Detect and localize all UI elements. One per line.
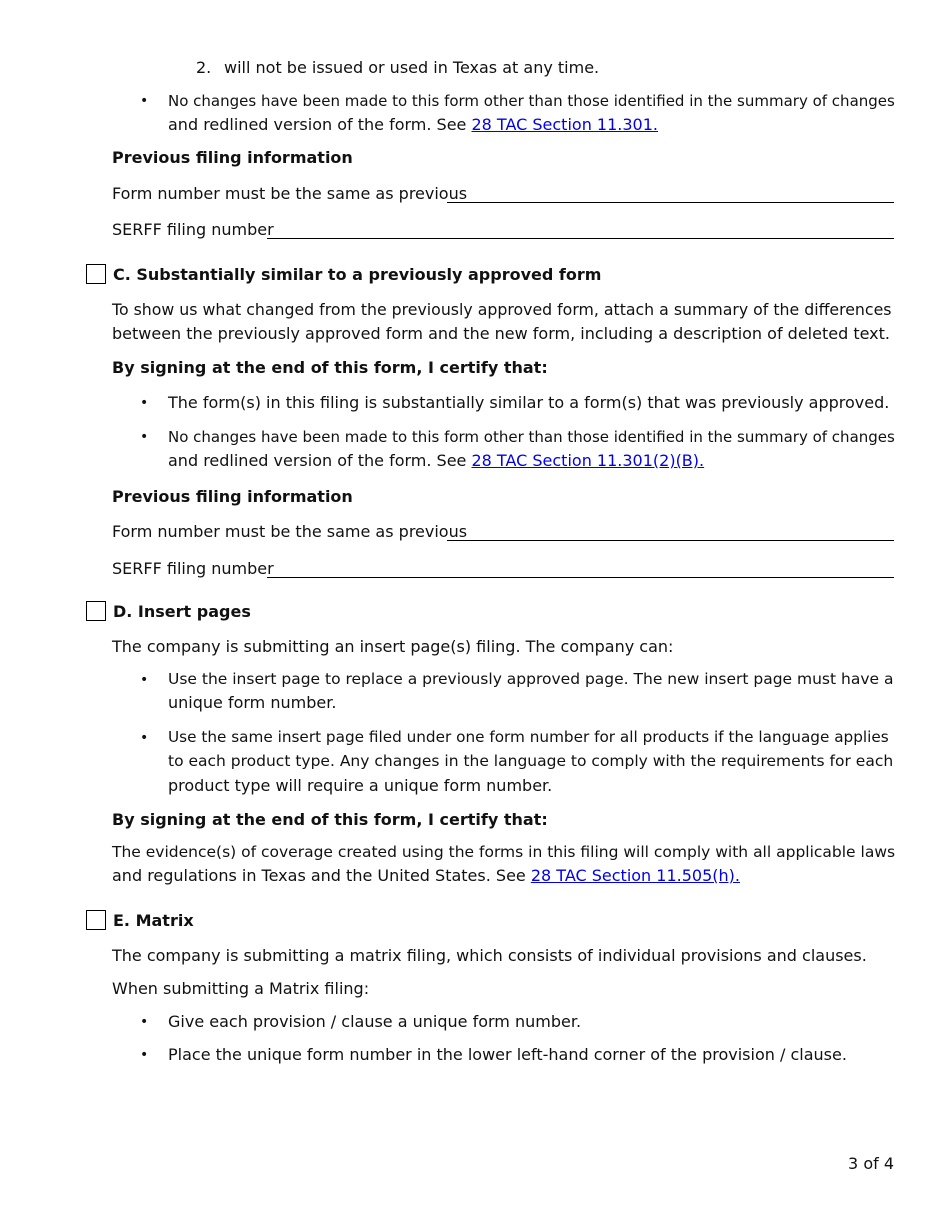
bullet-glyph: • [140, 395, 149, 411]
bullet-text: No changes have been made to this form other than those identified in the summary of changes [168, 428, 895, 446]
bullet-glyph: • [140, 672, 149, 688]
tac-11-301-2b-link[interactable]: 28 TAC Section 11.301(2)(B). [471, 451, 705, 470]
bullet-text: No changes have been made to this form other than those identified in the summary of changes [168, 92, 895, 110]
bullet-text: Use the insert page to replace a previously approved page. The new insert page must have a [168, 670, 894, 688]
bullet-glyph: • [140, 730, 149, 746]
bullet-glyph: • [140, 1047, 149, 1063]
form-number-field[interactable] [447, 540, 894, 541]
serff-filing-number-field[interactable] [267, 577, 894, 578]
bullet-glyph: • [140, 93, 149, 109]
bullet-text: product type will require a unique form number. [168, 776, 553, 795]
certify-heading: By signing at the end of this form, I certify that: [112, 358, 548, 377]
section-e-when: When submitting a Matrix filing: [112, 979, 370, 998]
certify-heading: By signing at the end of this form, I certify that: [112, 810, 548, 829]
numbered-item-text: will not be issued or used in Texas at any time. [224, 58, 600, 77]
list-number: 2. [196, 58, 212, 77]
section-e-intro: The company is submitting a matrix filing, which consists of individual provisions and clauses. [112, 946, 867, 965]
section-c-title: C. Substantially similar to a previously approved form [113, 265, 602, 284]
bullet-glyph: • [140, 429, 149, 445]
section-d-checkbox[interactable] [86, 601, 106, 621]
section-c-checkbox[interactable] [86, 264, 106, 284]
bullet-glyph: • [140, 1014, 149, 1030]
serff-filing-number-field[interactable] [267, 238, 894, 239]
bullet-text: Give each provision / clause a unique form number. [168, 1012, 582, 1031]
tac-11-505h-link[interactable]: 28 TAC Section 11.505(h). [530, 866, 740, 885]
bullet-text: The form(s) in this filing is substantially similar to a form(s) that was previously approved. [168, 393, 890, 412]
evidence-text-line [112, 864, 740, 888]
bullet-text: Place the unique form number in the lower left-hand corner of the provision / clause. [168, 1045, 847, 1064]
evidence-text: The evidence(s) of coverage created using the forms in this filing will comply with all applicable laws [112, 843, 896, 861]
section-d-title: D. Insert pages [113, 602, 251, 621]
previous-filing-heading: Previous filing information [112, 148, 353, 167]
form-number-label: Form number must be the same as previous [112, 184, 468, 203]
serff-label: SERFF filing number [112, 559, 274, 578]
evidence-text: and regulations in Texas and the United States. See [112, 866, 526, 885]
bullet-text: to each product type. Any changes in the language to comply with the requirements for each [168, 752, 894, 770]
bullet-text-line [168, 449, 704, 473]
section-c-description: To show us what changed from the previously approved form, attach a summary of the differences [112, 300, 892, 319]
tac-11-301-link[interactable]: 28 TAC Section 11.301. [471, 115, 658, 134]
bullet-text: unique form number. [168, 693, 337, 712]
bullet-text-line [168, 113, 658, 137]
section-e-checkbox[interactable] [86, 910, 106, 930]
bullet-text: and redlined version of the form. See [168, 451, 467, 470]
form-number-label: Form number must be the same as previous [112, 522, 468, 541]
bullet-text: Use the same insert page filed under one form number for all products if the language applies [168, 728, 889, 746]
form-number-field[interactable] [447, 202, 894, 203]
section-c-description: between the previously approved form and the new form, including a description of deleted text. [112, 324, 890, 343]
bullet-text: and redlined version of the form. See [168, 115, 467, 134]
page-number: 3 of 4 [848, 1154, 894, 1173]
previous-filing-heading: Previous filing information [112, 487, 353, 506]
section-e-title: E. Matrix [113, 911, 194, 930]
section-d-intro: The company is submitting an insert page(s) filing. The company can: [112, 637, 674, 656]
serff-label: SERFF filing number [112, 220, 274, 239]
